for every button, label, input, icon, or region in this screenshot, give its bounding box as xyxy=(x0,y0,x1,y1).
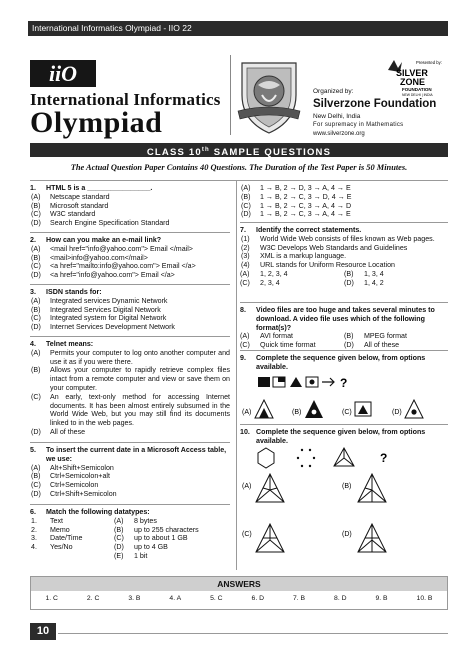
class-title-prefix: CLASS 10 xyxy=(146,147,202,159)
sz-line4: NEW DELHI | INDIA xyxy=(402,93,433,97)
question-2 xyxy=(30,236,230,280)
question-divider xyxy=(30,504,230,505)
option-text: Ctrl+Semicolon xyxy=(50,481,99,490)
option-label: (C) xyxy=(240,278,250,287)
answer-item: 7. B xyxy=(292,595,306,602)
option-item xyxy=(30,271,230,280)
answer-item: 4. A xyxy=(169,595,182,602)
option-label: (B) xyxy=(31,201,41,210)
option-text: An early, text-only method for accessing Internet documents. It has been almost entirely subsumed in the World Wide Web, but you may still find its documents linked to in the web pages. xyxy=(50,392,230,428)
sz-presented: Presented by: xyxy=(416,60,442,65)
question-number: 5. xyxy=(30,446,36,454)
option-label: (3) xyxy=(241,252,250,261)
class-title-bar xyxy=(30,143,448,157)
match-cell: Memo xyxy=(50,525,70,534)
option-text: URL stands for Uniform Resource Location xyxy=(260,261,395,270)
option-text: 1 → B, 2 → C, 3 → D, 4 → E xyxy=(260,192,352,201)
question-10 xyxy=(240,428,448,446)
answers-row xyxy=(31,595,447,602)
option-text: World Wide Web consists of files known as Web pages. xyxy=(260,234,435,243)
option-text: All of these xyxy=(364,341,400,350)
option-text: Alt+Shift+Semicolon xyxy=(50,463,114,472)
match-cell: up to 255 characters xyxy=(134,525,199,534)
option-label: (A) xyxy=(241,184,251,192)
answer-item: 5. C xyxy=(210,595,223,602)
answer-item: 1. C xyxy=(45,595,58,602)
option-label: (1) xyxy=(241,234,250,243)
option-label: (D) xyxy=(31,427,41,436)
option-item xyxy=(30,314,230,323)
answer-item: 9. B xyxy=(375,595,388,602)
q9-label-b: (B) xyxy=(292,409,302,416)
option-text: W3C Develops Web Standards and Guidelines xyxy=(260,243,408,252)
org-city: New Delhi, India xyxy=(313,113,361,120)
q10-label-b: (B) xyxy=(342,483,352,490)
question-8 xyxy=(240,306,448,350)
option-text: <mail>info@yahoo.com</mail> xyxy=(50,253,148,262)
class-title-suffix: SAMPLE QUESTIONS xyxy=(209,147,332,159)
option-item xyxy=(240,252,448,261)
option-text: <mail href="info@yahoo.com"> Email </mail> xyxy=(50,244,193,253)
answer-item: 10. B xyxy=(416,595,433,602)
option-text: AVI format xyxy=(260,332,293,341)
option-label: (A) xyxy=(240,332,250,341)
answers-box xyxy=(30,576,448,610)
question-text: Match the following datatypes: xyxy=(46,508,150,516)
option-text: Permits your computer to log onto another computer and use it as if you were there. xyxy=(50,348,230,366)
q9-label-d: (D) xyxy=(392,409,402,416)
q10-label-c: (C) xyxy=(242,531,252,538)
question-3 xyxy=(30,288,230,332)
option-label: (B) xyxy=(31,366,41,375)
match-cell: (B) xyxy=(114,525,124,534)
org-website: www.silverzone.org xyxy=(313,131,365,137)
option-label: (C) xyxy=(240,341,250,350)
question-text: How can you make an e-mail link? xyxy=(46,236,162,244)
question-1 xyxy=(30,184,230,228)
option-label: (D) xyxy=(344,278,354,287)
option-row xyxy=(240,279,448,288)
question-divider xyxy=(240,302,448,303)
question-text: Complete the sequence given below, from options available. xyxy=(256,354,426,371)
option-label: (D) xyxy=(344,341,354,350)
option-item xyxy=(240,261,448,270)
option-label: (A) xyxy=(31,244,41,253)
olympiad-emblem-icon xyxy=(236,55,302,137)
sz-line2: ZONE xyxy=(400,77,426,87)
option-text: 1 → B, 2 → D, 3 → A, 4 → E xyxy=(260,184,351,192)
question-text: HTML 5 is a ________________. xyxy=(46,184,153,192)
question-number: 6. xyxy=(30,508,36,516)
option-label: (A) xyxy=(240,269,250,278)
question-text: Telnet means: xyxy=(46,340,94,348)
option-item xyxy=(30,472,230,481)
option-item xyxy=(30,428,230,437)
option-text: Search Engine Specification Standard xyxy=(50,219,170,228)
question-text: Complete the sequence given below, from options available. xyxy=(256,428,426,445)
option-item xyxy=(30,254,230,263)
org-name: Silverzone Foundation xyxy=(313,98,437,110)
question-number: 7. xyxy=(240,226,246,234)
match-cell: up to 4 GB xyxy=(134,543,168,552)
question-text: Identify the correct statements. xyxy=(256,226,362,234)
option-text: MPEG format xyxy=(364,332,407,341)
match-cell: Text xyxy=(50,516,64,525)
option-label: (B) xyxy=(241,192,251,201)
option-label: (C) xyxy=(31,314,41,323)
option-label: (C) xyxy=(241,201,251,210)
option-item xyxy=(30,219,230,228)
question-7 xyxy=(240,226,448,288)
option-item xyxy=(240,193,448,202)
option-label: (C) xyxy=(31,210,41,219)
match-cell: (E) xyxy=(114,551,124,560)
question-divider xyxy=(30,232,230,233)
option-item xyxy=(30,306,230,315)
option-item xyxy=(240,235,448,244)
match-cell: Yes/No xyxy=(50,543,73,552)
option-item xyxy=(30,366,230,392)
question-divider xyxy=(30,284,230,285)
option-text: Allows your computer to rapidly retrieve complex files intact from a remote computer and view or save them on your computer. xyxy=(50,366,230,392)
match-cell: (C) xyxy=(114,534,124,543)
match-cell: (D) xyxy=(114,543,124,552)
question-5 xyxy=(30,446,230,499)
question-4 xyxy=(30,340,230,437)
option-item xyxy=(30,349,230,367)
match-cell: 2. xyxy=(31,525,37,534)
option-row xyxy=(240,341,448,350)
footer-line xyxy=(58,633,448,634)
question-number: 9. xyxy=(240,354,246,362)
q10-question-mark: ? xyxy=(380,451,388,465)
match-cell: 8 bytes xyxy=(134,516,157,525)
match-cell: 1 bit xyxy=(134,551,148,560)
option-row xyxy=(240,332,448,341)
option-text: 1, 2, 3, 4 xyxy=(260,269,288,278)
question-10-figures xyxy=(240,446,448,570)
answer-item: 3. B xyxy=(128,595,141,602)
option-label: (B) xyxy=(31,472,41,481)
option-text: 1, 4, 2 xyxy=(364,278,384,287)
iio-logo: iiO xyxy=(30,60,96,87)
option-label: (C) xyxy=(31,392,41,401)
question-divider xyxy=(30,336,230,337)
option-text: 1 → B, 2 → C, 3 → A, 4 → E xyxy=(260,210,351,219)
question-6 xyxy=(30,508,230,561)
option-label: (D) xyxy=(31,323,41,332)
sz-line3: FOUNDATION xyxy=(402,87,432,92)
option-text: Microsoft standard xyxy=(50,201,109,210)
question-number: 3. xyxy=(30,288,36,296)
option-text: Ctrl+Shift+Semicolon xyxy=(50,489,117,498)
option-text: Integrated Services Digital Network xyxy=(50,305,161,314)
option-label: (A) xyxy=(31,192,41,201)
question-number: 4. xyxy=(30,340,36,348)
question-6-options xyxy=(240,184,448,219)
question-text: ISDN stands for: xyxy=(46,288,102,296)
option-label: (D) xyxy=(31,219,41,228)
match-cell: 3. xyxy=(31,534,37,543)
match-cell: (A) xyxy=(114,516,124,525)
option-label: (B) xyxy=(344,269,354,278)
option-label: (4) xyxy=(241,261,250,270)
q9-label-c: (C) xyxy=(342,409,352,416)
option-text: Integrated services Dynamic Network xyxy=(50,296,168,305)
option-item xyxy=(30,202,230,211)
option-item xyxy=(30,193,230,202)
header-topbar: International Informatics Olympiad - IIO 22 xyxy=(28,21,448,36)
header-divider xyxy=(230,55,231,135)
q9-label-a: (A) xyxy=(242,409,252,416)
q9-question-mark: ? xyxy=(340,376,348,390)
column-divider xyxy=(236,180,237,570)
q10-label-d: (D) xyxy=(342,531,352,538)
option-text: Quick time format xyxy=(260,341,316,350)
option-text: <a href="info@yahoo.com"> Email </a> xyxy=(50,271,175,280)
option-text: 2, 3, 4 xyxy=(260,278,280,287)
answer-item: 6. D xyxy=(251,595,265,602)
option-text: XML is a markup language. xyxy=(260,252,347,261)
question-number: 10. xyxy=(240,428,250,436)
option-text: All of these xyxy=(50,427,86,436)
question-number: 8. xyxy=(240,306,246,314)
intro-divider xyxy=(30,180,448,181)
option-label: (D) xyxy=(31,489,41,498)
question-text: Video files are too huge and takes several minutes to download. A video file uses which of the following format(s)? xyxy=(256,306,435,332)
question-text: To insert the current date in a Microsoft Access table, we use: xyxy=(46,446,227,463)
option-label: (A) xyxy=(31,296,41,305)
answer-item: 2. C xyxy=(86,595,100,602)
option-item xyxy=(30,393,230,428)
option-text: 1, 3, 4 xyxy=(364,269,384,278)
question-9 xyxy=(240,354,448,372)
organized-by-label: Organized by: xyxy=(313,88,354,95)
option-item xyxy=(240,210,448,219)
match-cell: Date/Time xyxy=(50,534,83,543)
match-row xyxy=(30,543,230,552)
org-tagline: For supremacy in Mathematics xyxy=(313,122,404,128)
option-label: (C) xyxy=(31,481,41,490)
option-label: (C) xyxy=(31,262,41,271)
option-item xyxy=(30,245,230,254)
question-divider xyxy=(30,442,230,443)
q9-sequence xyxy=(258,376,347,390)
option-text: <a href="mailto:info@yahoo.com"> Email </a> xyxy=(50,262,196,271)
match-cell xyxy=(50,552,114,561)
match-row xyxy=(30,534,230,543)
option-item xyxy=(240,202,448,211)
match-row xyxy=(30,517,230,526)
answer-item: 8. D xyxy=(334,595,347,602)
olympiad-title-line2: Olympiad xyxy=(30,106,163,139)
option-item xyxy=(30,210,230,219)
option-label: (A) xyxy=(31,348,41,357)
option-text: Ctrl+Semicolon+alt xyxy=(50,472,110,481)
option-text: 1 → B, 2 → C, 3 → A, 4 → D xyxy=(260,201,352,210)
silverzone-logo-icon xyxy=(386,58,442,98)
option-text: Integrated system for Digital Network xyxy=(50,314,167,323)
match-cell xyxy=(30,552,50,561)
match-cell: 4. xyxy=(31,543,37,552)
question-number: 2. xyxy=(30,236,36,244)
option-text: W3C standard xyxy=(50,210,96,219)
question-divider xyxy=(240,350,448,351)
match-table xyxy=(30,517,230,561)
page-number: 10 xyxy=(30,623,56,640)
option-item xyxy=(30,490,230,499)
question-divider xyxy=(240,222,448,223)
option-item xyxy=(30,262,230,271)
olympiad-title-line1: International Informatics xyxy=(30,90,221,109)
option-item xyxy=(30,297,230,306)
match-cell: up to about 1 GB xyxy=(134,534,188,543)
question-9-figures xyxy=(240,374,448,422)
option-text: Netscape standard xyxy=(50,192,110,201)
sz-line1: SILVER xyxy=(396,68,428,78)
option-item xyxy=(30,481,230,490)
option-label: (B) xyxy=(344,332,354,341)
option-label: (B) xyxy=(31,305,41,314)
option-label: (D) xyxy=(241,210,251,219)
match-row xyxy=(30,552,230,561)
question-divider xyxy=(240,424,448,425)
option-row xyxy=(240,270,448,279)
option-item xyxy=(30,464,230,473)
option-label: (B) xyxy=(31,253,41,262)
intro-text: The Actual Question Paper Contains 40 Questions. The Duration of the Test Paper is 50 Minutes. xyxy=(70,163,408,172)
option-label: (A) xyxy=(31,463,41,472)
option-item xyxy=(30,323,230,332)
option-item xyxy=(240,184,448,193)
match-cell: 1. xyxy=(31,516,37,525)
option-text: Internet Services Development Network xyxy=(50,323,175,332)
option-label: (2) xyxy=(241,243,250,252)
option-item xyxy=(240,244,448,253)
q10-label-a: (A) xyxy=(242,483,252,490)
class-title-sup: th xyxy=(201,147,210,153)
option-label: (D) xyxy=(31,271,41,280)
answers-title: ANSWERS xyxy=(31,577,447,591)
question-number: 1. xyxy=(30,184,36,192)
match-row xyxy=(30,526,230,535)
